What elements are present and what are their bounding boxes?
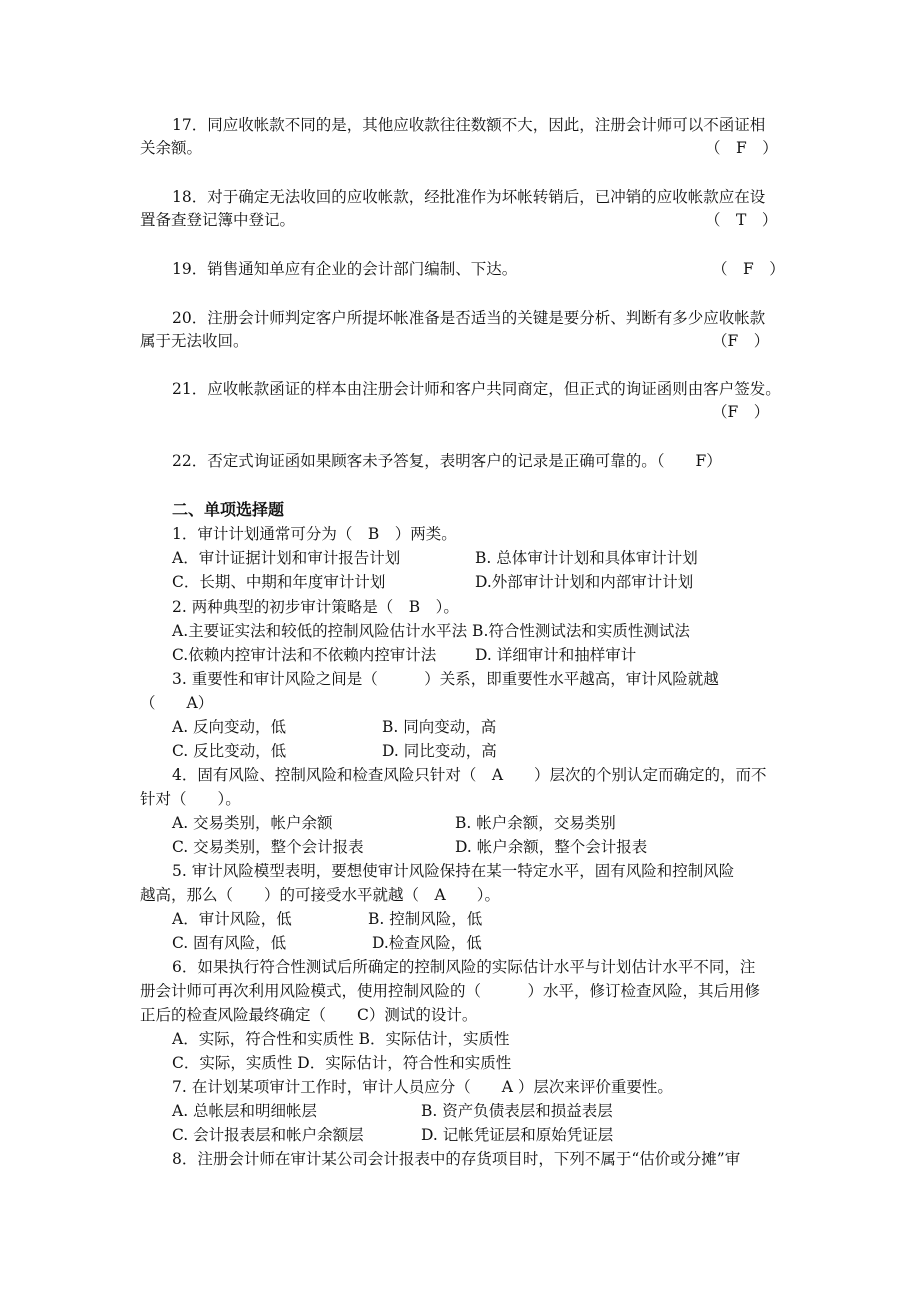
mc-q1-option-b: B. 总体审计计划和具体审计计划 <box>475 549 698 567</box>
mc-q6-line1: 6．如果执行符合性测试后所确定的控制风险的实际估计水平与计划估计水平不同，注 <box>172 958 756 976</box>
mc-q7-option-d: D. 记帐凭证层和原始凭证层 <box>421 1126 614 1144</box>
mc-q7-option-c: C. 会计报表层和帐户余额层 <box>172 1126 364 1144</box>
mc-q6-option-cd: C．实际，实质性 D．实际估计，符合性和实质性 <box>172 1054 512 1072</box>
mc-q3-option-a: A. 反向变动，低 <box>172 718 287 736</box>
mc-q6-line2: 册会计师可再次利用风险模式，使用控制风险的（ ）水平，修订检查风险，其后用修 <box>140 982 761 1000</box>
mc-q7-option-a: A. 总帐层和明细帐层 <box>172 1102 318 1120</box>
mc-q5-option-c: C. 固有风险，低 <box>172 934 287 952</box>
tf-item-19-line1: 19．销售通知单应有企业的会计部门编制、下达。 <box>172 260 518 278</box>
mc-q5-line2: 越高，那么（ ）的可接受水平就越（ A ）。 <box>140 886 500 904</box>
tf-item-20-line2: 属于无法收回。 <box>140 332 249 350</box>
mc-q7-option-b: B. 资产负债表层和损益表层 <box>421 1102 613 1120</box>
mc-q3-option-b: B. 同向变动，高 <box>382 718 497 736</box>
mc-q6-option-ab: A．实际，符合性和实质性 B．实际估计，实质性 <box>172 1030 510 1048</box>
mc-q5-option-d: D.检查风险，低 <box>372 934 482 952</box>
tf-item-18-line2: 置备查登记簿中登记。 <box>140 211 296 229</box>
mc-q4-line1: 4．固有风险、控制风险和检查风险只针对（ A ）层次的个别认定而确定的，而不 <box>172 766 767 784</box>
tf-item-17-line1: 17．同应收帐款不同的是，其他应收款往往数额不大，因此，注册会计师可以不函证相 <box>172 116 766 134</box>
mc-q3-option-c: C. 反比变动，低 <box>172 742 287 760</box>
tf-item-17-line2: 关余额。 <box>140 139 203 157</box>
tf-item-18-line1: 18．对于确定无法收回的应收帐款，经批准作为坏帐转销后，已冲销的应收帐款应在设 <box>172 188 766 206</box>
mc-q3-line2: （ A） <box>140 694 214 712</box>
mc-q1-option-a: A．审计证据计划和审计报告计划 <box>172 549 401 567</box>
mc-q1-option-d: D.外部审计计划和内部审计计划 <box>475 573 694 591</box>
tf-item-19-answer: （ F ） <box>712 260 785 278</box>
mc-q3-option-d: D. 同比变动，高 <box>382 742 497 760</box>
section-title: 二、单项选择题 <box>172 500 285 519</box>
mc-q3-line1: 3. 重要性和审计风险之间是（ ）关系，即重要性水平越高，审计风险就越 <box>172 670 719 688</box>
mc-q4-option-a: A. 交易类别，帐户余额 <box>172 814 333 832</box>
mc-q4-option-c: C. 交易类别，整个会计报表 <box>172 838 364 856</box>
mc-q4-option-b: B. 帐户余额，交易类别 <box>455 814 616 832</box>
mc-q4-line2: 针对（ ）。 <box>140 790 241 808</box>
tf-item-18-answer: （ T ） <box>705 211 778 229</box>
mc-q2-option-ab: A.主要证实法和较低的控制风险估计水平法 B.符合性测试法和实质性测试法 <box>172 622 690 640</box>
mc-q2-option-c: C.依赖内控审计法和不依赖内控审计法 <box>172 646 437 664</box>
tf-item-21-line1: 21．应收帐款函证的样本由注册会计师和客户共同商定，但正式的询证函则由客户签发。 <box>172 380 781 398</box>
mc-q1-option-c: C．长期、中期和年度审计计划 <box>172 573 386 591</box>
mc-q7: 7. 在计划某项审计工作时，审计人员应分（ A ）层次来评价重要性。 <box>172 1078 673 1096</box>
tf-item-17-answer: （ F ） <box>705 139 778 157</box>
tf-item-20-answer: （F ） <box>712 332 770 350</box>
mc-q5-line1: 5. 审计风险模型表明，要想使审计风险保持在某一特定水平，固有风险和控制风险 <box>172 862 735 880</box>
tf-item-22-line1: 22．否定式询证函如果顾客未予答复，表明客户的记录是正确可靠的。（ F） <box>172 452 722 470</box>
mc-q2: 2. 两种典型的初步审计策略是（ B ）。 <box>172 598 459 616</box>
mc-q2-option-d: D. 详细审计和抽样审计 <box>475 646 637 664</box>
mc-q5-option-a: A．审计风险，低 <box>172 910 292 928</box>
mc-q8-line1: 8．注册会计师在审计某公司会计报表中的存货项目时，下列不属于“估价或分摊”审 <box>172 1150 741 1168</box>
mc-q4-option-d: D. 帐户余额，整个会计报表 <box>455 838 648 856</box>
mc-q5-option-b: B. 控制风险，低 <box>368 910 483 928</box>
mc-q6-line3: 正后的检查风险最终确定（ C）测试的设计。 <box>140 1006 478 1024</box>
tf-item-20-line1: 20．注册会计师判定客户所提坏帐准备是否适当的关键是要分析、判断有多少应收帐款 <box>172 309 766 327</box>
mc-q1: 1．审计计划通常可分为（ B ）两类。 <box>172 525 457 543</box>
tf-item-21-answer: （F ） <box>712 403 770 421</box>
